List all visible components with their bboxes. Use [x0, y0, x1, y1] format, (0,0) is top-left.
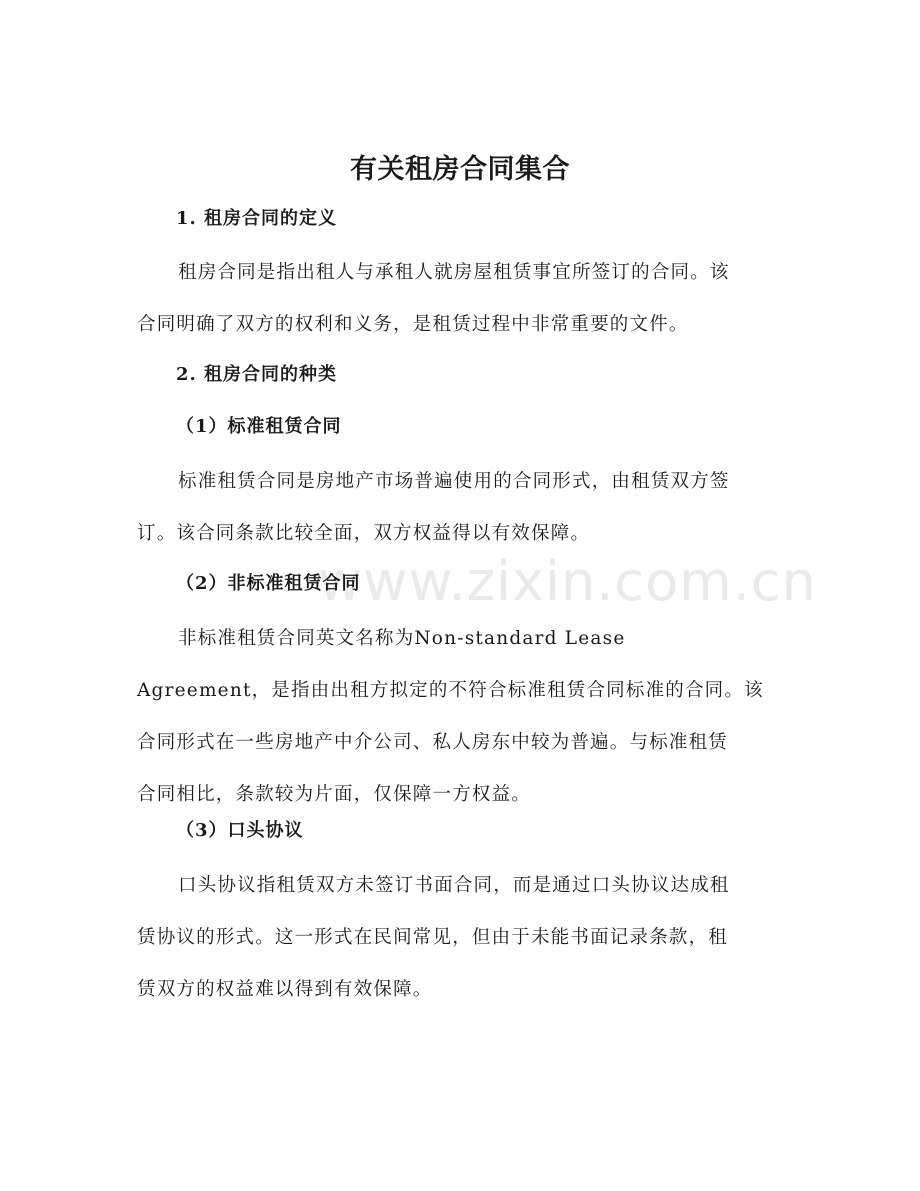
subsection-1-paragraph [137, 467, 787, 571]
watermark: www.zixin.com.cn [318, 550, 817, 613]
paragraph-line: 口头协议指租赁双方未签订书面合同，而是通过口头协议达成租 [178, 875, 730, 896]
paragraph-line: 租房合同是指出租人与承租人就房屋租赁事宜所签订的合同。该 [178, 262, 730, 283]
paragraph-line: 合同明确了双方的权利和义务，是租赁过程中非常重要的文件。 [137, 314, 689, 335]
paragraph-line: 合同形式在一些房地产中介公司、私人房东中较为普遍。与标准租赁 [137, 732, 729, 753]
paragraph-line: 标准租赁合同是房地产市场普遍使用的合同形式，由租赁双方签 [178, 471, 730, 492]
document-title: 有关租房合同集合 [350, 154, 570, 185]
paragraph-line: 合同相比，条款较为片面，仅保障一方权益。 [137, 784, 532, 805]
paragraph-line: 赁协议的形式。这一形式在民间常见，但由于未能书面记录条款，租 [137, 927, 729, 948]
paragraph-line: 赁双方的权益难以得到有效保障。 [137, 979, 433, 1000]
subsection-1-heading: （1）标准租赁合同 [176, 416, 342, 437]
section-1-paragraph [137, 258, 787, 362]
paragraph-line: 非标准租赁合同英文名称为Non-standard Lease [178, 628, 626, 649]
section-1-heading: 1. 租房合同的定义 [176, 208, 338, 229]
subsection-3-paragraph [137, 871, 787, 1027]
subsection-3-heading: （3）口头协议 [176, 820, 304, 841]
subsection-2-paragraph [137, 624, 787, 832]
paragraph-line: 订。该合同条款比较全面，双方权益得以有效保障。 [137, 523, 591, 544]
section-2-heading: 2. 租房合同的种类 [176, 364, 338, 385]
paragraph-line: Agreement，是指由出租方拟定的不符合标准租赁合同标准的合同。该 [137, 680, 764, 701]
subsection-2-heading: （2）非标准租赁合同 [176, 573, 361, 594]
